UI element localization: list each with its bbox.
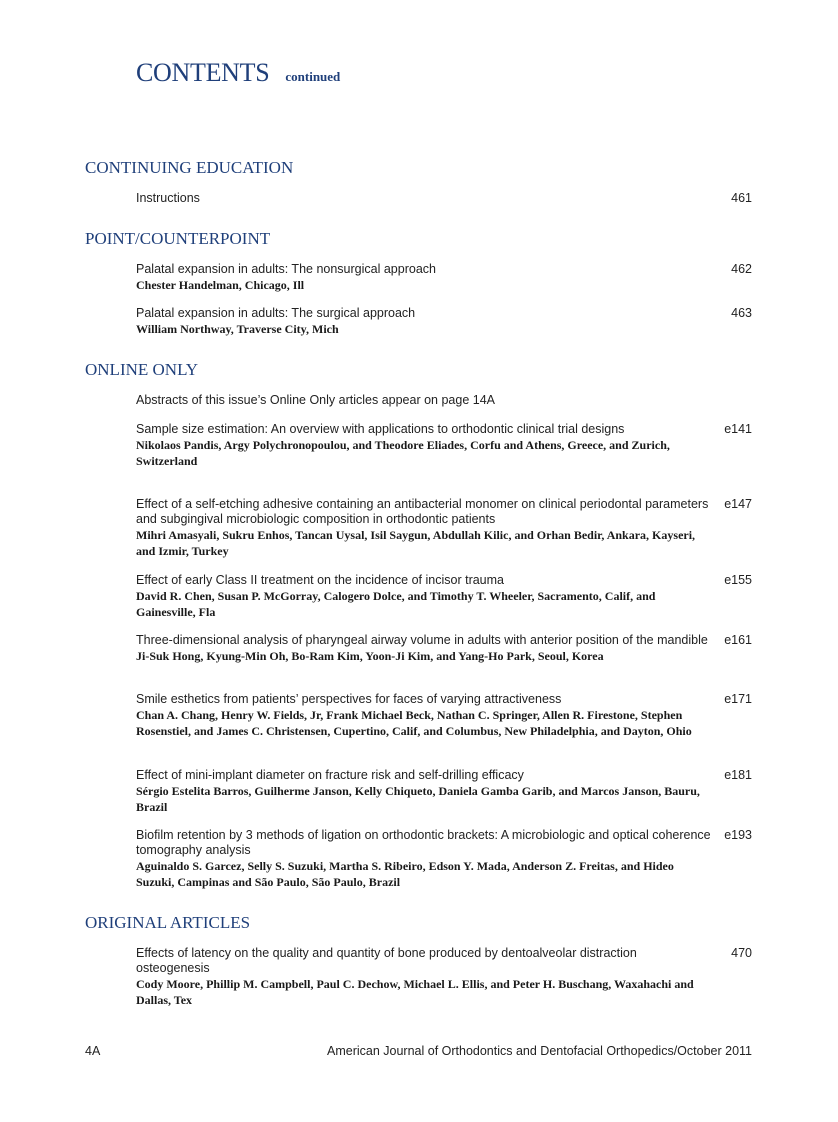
- entry-title: Palatal expansion in adults: The nonsurgical approach: [136, 262, 436, 276]
- toc-entry[interactable]: [136, 422, 752, 469]
- toc-entry[interactable]: [136, 692, 752, 739]
- entry-title: Abstracts of this issue’s Online Only articles appear on page 14A: [136, 393, 495, 407]
- section-heading-continuing-education: CONTINUING EDUCATION: [85, 158, 294, 177]
- toc-entry[interactable]: [136, 262, 752, 293]
- entry-authors: Nikolaos Pandis, Argy Polychronopoulou, and Theodore Eliades, Corfu and Athens, Greece, and Zurich, Switzerland: [136, 438, 670, 468]
- entry-page-number: 462: [731, 262, 752, 276]
- entry-authors: Cody Moore, Phillip M. Campbell, Paul C. Dechow, Michael L. Ellis, and Peter H. Buschang, Waxahachi and Dallas, Tex: [136, 977, 694, 1007]
- section-heading-point-counterpoint: POINT/COUNTERPOINT: [85, 229, 271, 248]
- entry-authors: Aguinaldo S. Garcez, Selly S. Suzuki, Martha S. Ribeiro, Edson Y. Mada, Anderson Z. Freitas, and Hideo Suzuki, Campinas and São Paulo, São Paulo, Brazil: [136, 859, 674, 889]
- entry-title: Instructions: [136, 191, 200, 205]
- section-heading-original-articles: ORIGINAL ARTICLES: [85, 913, 251, 932]
- toc-entry[interactable]: [136, 306, 752, 337]
- entry-page-number: 461: [731, 191, 752, 205]
- entry-page-number: e181: [724, 768, 752, 782]
- entry-page-number: e155: [724, 573, 752, 587]
- entry-page-number: e147: [724, 497, 752, 511]
- page-title: CONTENTS: [136, 58, 270, 87]
- entry-page-number: e141: [724, 422, 752, 436]
- entry-page-number: e161: [724, 633, 752, 647]
- toc-entry[interactable]: [136, 828, 752, 890]
- entry-page-number: e193: [724, 828, 752, 842]
- section-heading-online-only: ONLINE ONLY: [85, 360, 199, 379]
- toc-entry[interactable]: [136, 573, 752, 620]
- entry-title: Effect of a self-etching adhesive containing an antibacterial monomer on clinical periodontal parameters and subgingival microbiologic composition in orthodontic patients: [136, 497, 709, 526]
- entry-title: Effect of early Class II treatment on the incidence of incisor trauma: [136, 573, 504, 587]
- entry-authors: David R. Chen, Susan P. McGorray, Calogero Dolce, and Timothy T. Wheeler, Sacramento, Calif, and Gainesville, Fla: [136, 589, 656, 619]
- footer-page-label: 4A: [85, 1044, 101, 1058]
- entry-authors: Chester Handelman, Chicago, Ill: [136, 278, 305, 292]
- continued-label: continued: [285, 69, 341, 84]
- entry-authors: Mihri Amasyali, Sukru Enhos, Tancan Uysal, Isil Saygun, Abdullah Kilic, and Orhan Bedir, Ankara, Kayseri, and Izmir, Turkey: [136, 528, 696, 558]
- toc-entry[interactable]: [136, 768, 752, 815]
- entry-page-number: e171: [724, 692, 752, 706]
- entry-title: Three-dimensional analysis of pharyngeal airway volume in adults with anterior position of the mandible: [136, 633, 708, 647]
- entry-page-number: 463: [731, 306, 752, 320]
- entry-title: Biofilm retention by 3 methods of ligation on orthodontic brackets: A microbiologic and optical coherence tomography analysis: [136, 828, 711, 857]
- contents-header: [136, 58, 340, 88]
- toc-note: [136, 393, 752, 408]
- entry-authors: Chan A. Chang, Henry W. Fields, Jr, Frank Michael Beck, Nathan C. Springer, Allen R. Firestone, Stephen Rosenstiel, and James C. Christensen, Cupertino, Calif, and Columbus, New Philadelphia, and Dayton, Ohio: [136, 708, 692, 738]
- toc-entry[interactable]: [136, 497, 752, 559]
- entry-title: Smile esthetics from patients’ perspectives for faces of varying attractiveness: [136, 692, 562, 706]
- entry-title: Sample size estimation: An overview with applications to orthodontic clinical trial designs: [136, 422, 625, 436]
- toc-entry[interactable]: [136, 191, 752, 206]
- entry-page-number: 470: [731, 946, 752, 960]
- entry-title: Palatal expansion in adults: The surgical approach: [136, 306, 416, 320]
- toc-entry[interactable]: [136, 633, 752, 664]
- entry-title: Effect of mini-implant diameter on fracture risk and self-drilling efficacy: [136, 768, 524, 782]
- entry-authors: Ji-Suk Hong, Kyung-Min Oh, Bo-Ram Kim, Yoon-Ji Kim, and Yang-Ho Park, Seoul, Korea: [136, 649, 604, 663]
- footer-journal-line: American Journal of Orthodontics and Dentofacial Orthopedics/October 2011: [327, 1044, 752, 1058]
- toc-entry[interactable]: [136, 946, 752, 1008]
- entry-authors: Sérgio Estelita Barros, Guilherme Janson, Kelly Chiqueto, Daniela Gamba Garib, and Marcos Janson, Bauru, Brazil: [136, 784, 700, 814]
- entry-title: Effects of latency on the quality and quantity of bone produced by dentoalveolar distraction osteogenesis: [136, 946, 637, 975]
- entry-authors: William Northway, Traverse City, Mich: [136, 322, 339, 336]
